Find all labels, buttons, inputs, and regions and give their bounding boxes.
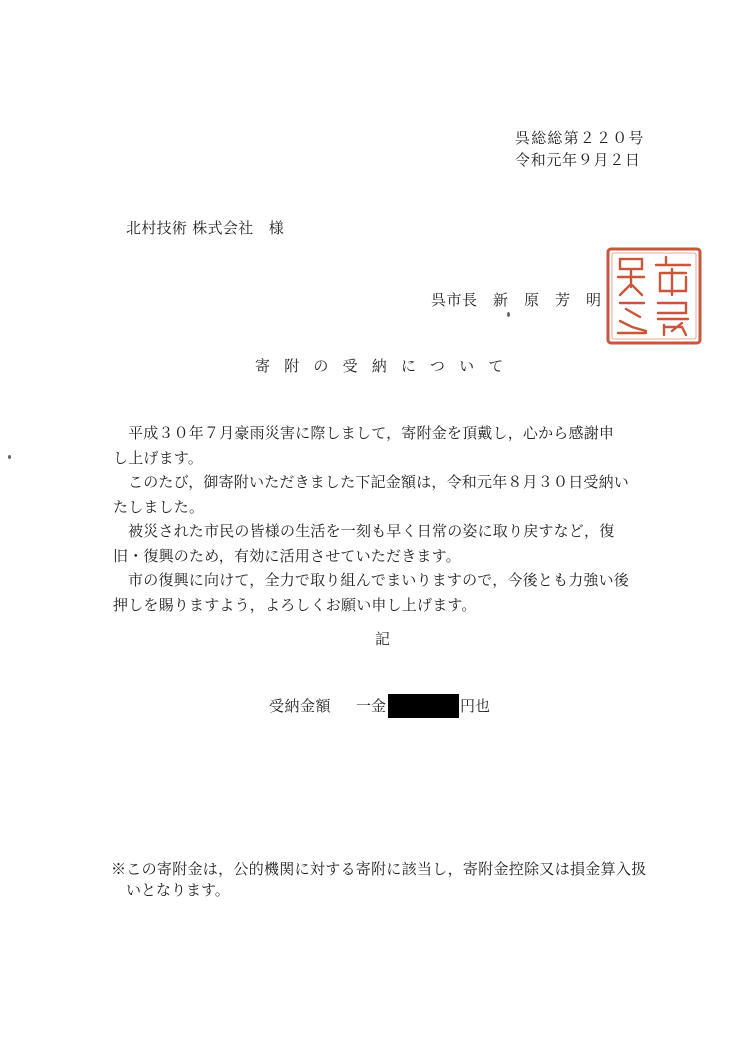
scan-speck xyxy=(507,312,510,317)
ki-heading: 記 xyxy=(375,630,391,648)
recipient-name: 北村技術 株式会社 様 xyxy=(126,219,285,237)
amount-prefix: 一金 xyxy=(356,697,387,715)
body-paragraph: 被災された市民の皆様の生活を一刻も早く日常の姿に取り戻すなど，復旧・復興のため，有効に活用させていただきます。 xyxy=(113,522,615,565)
footnote-line-2: いとなります。 xyxy=(126,881,230,899)
body-paragraph: 市の復興に向けて，全力で取り組んでまいりますので，今後とも力強い後押しを賜りますよう，よろしくお願い申し上げます。 xyxy=(113,571,630,614)
document-title: 寄附の受納について xyxy=(255,357,518,375)
sender-name: 呉市長 新 原 芳 明 xyxy=(431,291,602,309)
official-seal xyxy=(606,247,702,345)
amount-suffix: 円也 xyxy=(460,697,491,715)
scan-speck xyxy=(8,455,11,459)
footnote-line-1: ※この寄附金は，公的機関に対する寄附に該当し，寄附金控除又は損金算入扱 xyxy=(111,860,647,878)
body-paragraph: このたび，御寄附いただきました下記金額は，令和元年８月３０日受納いたしました。 xyxy=(113,473,630,516)
document-number: 呉総総第２２０号 xyxy=(515,129,645,147)
body-paragraph: 平成３０年７月豪雨災害に際しまして，寄附金を頂戴し，心から感謝申し上げます。 xyxy=(113,424,615,467)
amount-label: 受納金額 xyxy=(269,697,332,715)
document-date: 令和元年９月２日 xyxy=(515,151,641,169)
redaction-box xyxy=(388,694,459,718)
